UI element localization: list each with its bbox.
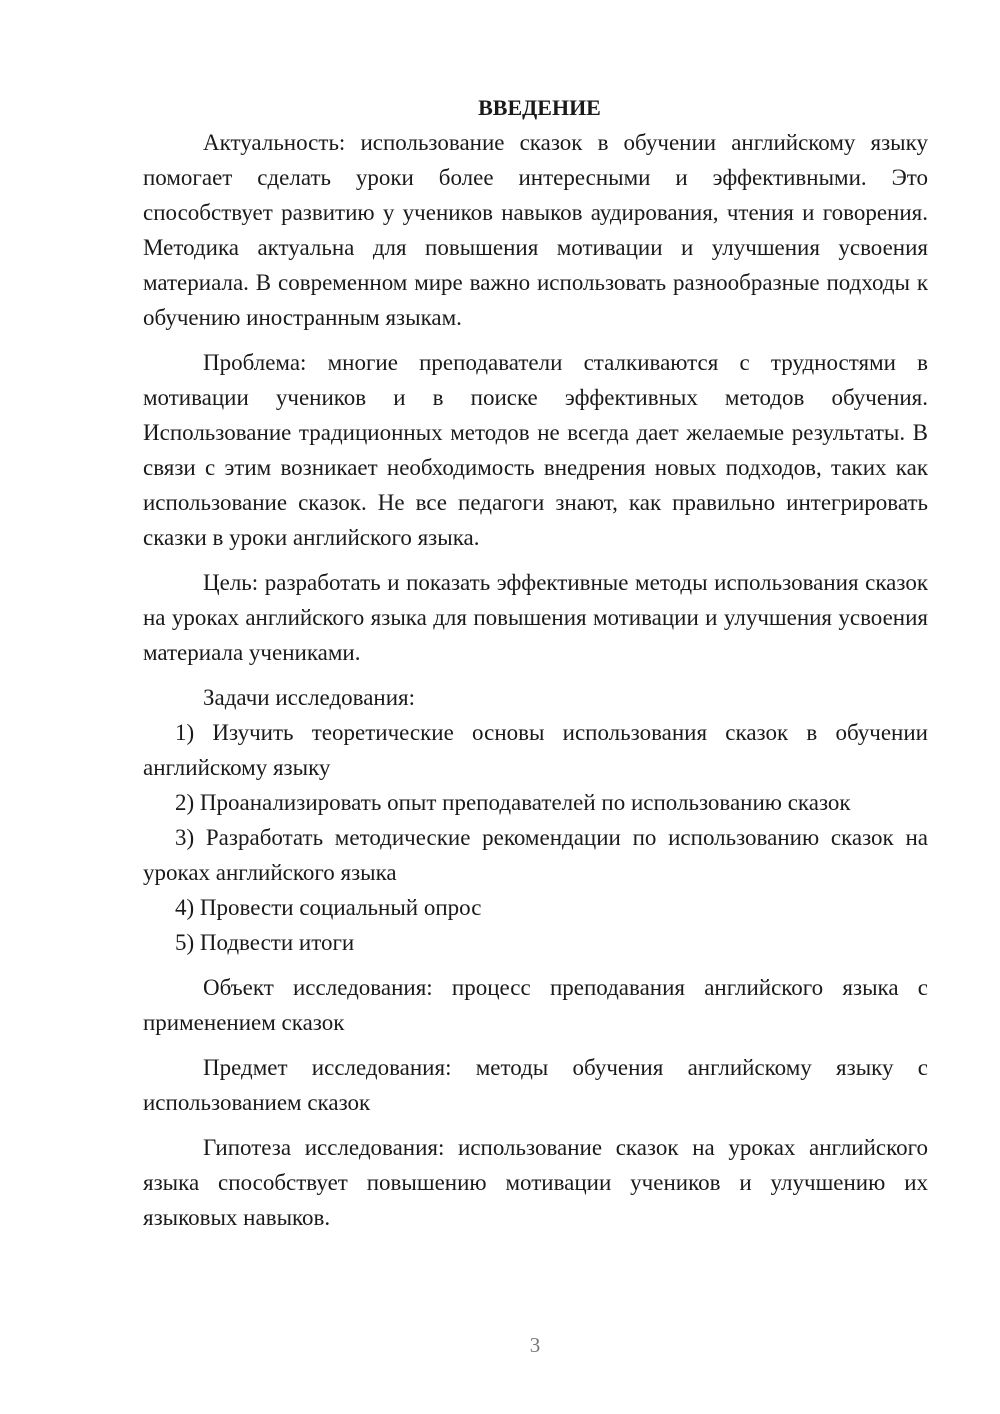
paragraph-hypothesis: Гипотеза исследования: использование сказок на уроках английского языка способствует повышению мотивации учеников и улучшению их языковых навыков. — [143, 1135, 928, 1230]
page-number: 3 — [529, 1333, 541, 1357]
list-item: 4) Провести социальный опрос — [175, 895, 482, 920]
document-page — [143, 90, 928, 1235]
paragraph-problem: Проблема: многие преподаватели сталкиваются с трудностями в мотивации учеников и в поиске эффективных методов обучения. Использование традиционных методов не всегда дает желаемые результаты. В связи с этим возникает необходимость внедрения новых подходов, таких как использование сказок. Не все педагоги знают, как правильно интегрировать сказки в уроки английского языка. — [143, 350, 928, 550]
list-item: 2) Проанализировать опыт преподавателей по использованию сказок — [175, 790, 851, 815]
tasks-heading: Задачи исследования: — [203, 685, 416, 710]
paragraph-object: Объект исследования: процесс преподавания английского языка с применением сказок — [143, 975, 928, 1035]
paragraph-subject: Предмет исследования: методы обучения английскому языку с использованием сказок — [143, 1055, 928, 1115]
list-item: 3) Разработать методические рекомендации по использованию сказок на уроках английского языка — [143, 825, 928, 885]
tasks-list — [143, 715, 928, 960]
list-item: 1) Изучить теоретические основы использования сказок в обучении английскому языку — [143, 720, 928, 780]
list-item: 5) Подвести итоги — [175, 930, 355, 955]
paragraph-relevance: Актуальность: использование сказок в обучении английскому языку помогает сделать уроки более интересными и эффективными. Это способствует развитию у учеников навыков аудирования, чтения и говорения. Методика актуальна для повышения мотивации и улучшения усвоения материала. В современном мире важно использовать разнообразные подходы к обучению иностранным языкам. — [143, 130, 928, 330]
paragraph-goal: Цель: разработать и показать эффективные методы использования сказок на уроках английского языка для повышения мотивации и улучшения усвоения материала учениками. — [143, 570, 928, 665]
page-title: ВВЕДЕНИЕ — [478, 95, 601, 120]
